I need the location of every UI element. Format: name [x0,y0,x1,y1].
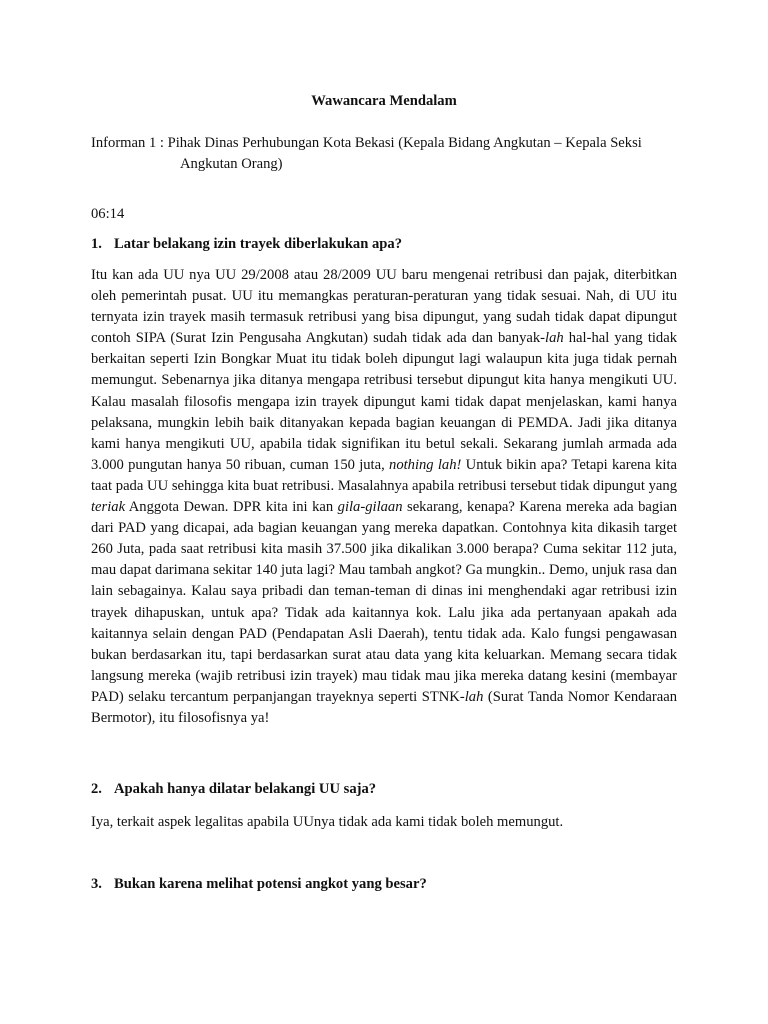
answer-1-italic-2: nothing lah! [389,456,462,473]
answer-1-part-1: Itu kan ada UU nya UU 29/2008 atau 28/2009 UU baru mengenai retribusi dan pajak, diterbitkan oleh pemerintah pusat. UU itu memangkas peraturan-peraturan yang tidak sesuai. Nah, di UU itu ternyata izin trayek masih termasuk retribusi yang bisa dipungut, yang sudah tidak dapat dipungut contoh SIPA (Surat Izin Pengusaha Angkutan) sudah tidak ada dan banyak- [91,267,677,347]
informan-label: Informan 1 : [91,135,168,151]
question-3 [91,876,677,893]
answer-1-part-3: Untuk bikin apa? Tetapi karena kita taat pada UU sehingga kita buat retribusi. Masalahnya apabila retribusi tersebut tidak dipungut yang [91,456,677,494]
answer-1-italic-3: teriak [91,499,126,516]
answer-1 [91,265,677,729]
question-1-text: Latar belakang izin trayek diberlakukan apa? [114,236,403,252]
answer-1-part-6: (Surat Tanda Nomor Kendaraan Bermotor), itu filosofisnya ya! [91,688,678,726]
question-1 [91,236,677,253]
question-3-number: 3. [91,876,102,892]
document-title: Wawancara Mendalam [311,93,457,109]
question-3-text: Bukan karena melihat potensi angkot yang besar? [114,876,427,892]
answer-2: Iya, terkait aspek legalitas apabila UUnya tidak ada kami tidak boleh memungut. [91,814,564,830]
timestamp: 06:14 [91,206,125,222]
informan-line-2: Angkutan Orang) [180,156,283,172]
answer-1-part-4: Anggota Dewan. DPR kita ini kan [125,499,338,516]
answer-1-italic-4: gila-gilaan [337,499,403,516]
question-2-number: 2. [91,781,102,797]
question-2-text: Apakah hanya dilatar belakangi UU saja? [114,781,377,797]
question-1-number: 1. [91,236,102,252]
answer-1-part-2: hal-hal yang tidak berkaitan seperti Izin Bongkar Muat itu tidak boleh dipungut lagi walaupun kita juga tidak pernah memungut. Sebenarnya jika ditanya mengapa retribusi tersebut dipungut kita hanya mengikuti UU. Kalau masalah filosofis mengapa izin trayek dipungut kami tidak dapat menjelaskan, kami hanya pelaksana, mungkin lebih baik ditanyakan kepada bagian keuangan di PEMDA. Jadi jika ditanya kami hanya mengikuti UU, apabila tidak signifikan itu betul sekali. Sekarang jumlah armada ada 3.000 pungutan hanya 50 ribuan, cuman 150 juta, [91,330,677,473]
question-2 [91,781,677,798]
answer-1-italic-5: lah [464,688,484,705]
informan-line-1: Pihak Dinas Perhubungan Kota Bekasi (Kepala Bidang Angkutan – Kepala Seksi [167,135,642,151]
answer-1-italic-1: lah [545,330,564,347]
answer-1-part-5: sekarang, kenapa? Karena mereka ada bagian dari PAD yang dicapai, ada bagian keuangan yang mereka dapatkan. Contohnya kita dikasih target 260 Juta, pada saat retribusi kita masih 37.500 jika dikalikan 3.000 berapa? Cuma sekitar 112 juta, mau dapat darimana sekitar 140 juta lagi? Mau tambah angkot? Ga mungkin.. Demo, unjuk rasa dan lain sebagainya. Kalau saya pribadi dan teman-teman di dinas ini menghendaki agar retribusi izin trayek dihapuskan, untuk apa? Tidak ada kaitannya kok. Lalu jika ada pertanyaan apakah ada kaitannya selain dengan PAD (Pendapatan Asli Daerah), tentu tidak ada. Kalo fungsi pengawasan bukan berdasarkan itu, tapi berdasarkan surat atau data yang kita keluarkan. Memang secara tidak langsung mereka (wajib retribusi izin trayek) mau tidak mau jika mereka datang kesini (membayar PAD) selaku tercantum perpanjangan trayeknya seperti STNK- [91,499,678,705]
informan-block [91,133,677,175]
